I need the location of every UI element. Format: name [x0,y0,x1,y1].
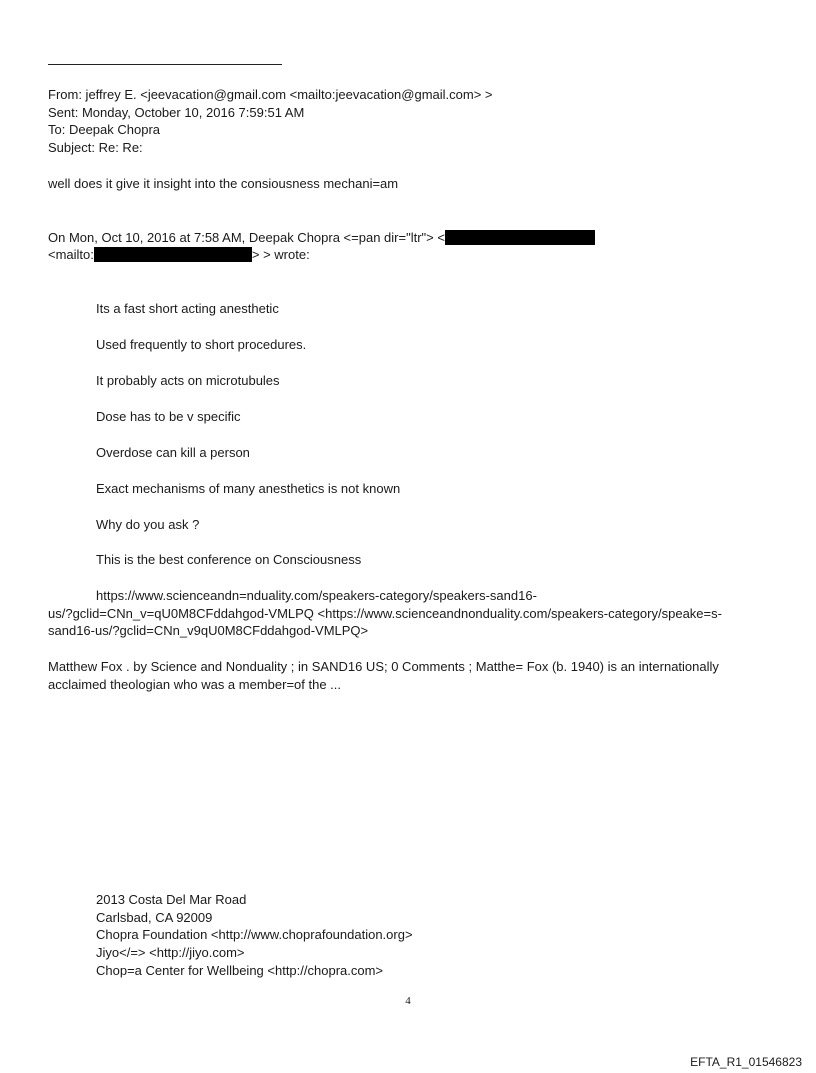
signature-address: 2013 Costa Del Mar Road [96,892,247,907]
signature-city: Carlsbad, CA 92009 [96,910,213,925]
quote-header-line-1 [48,229,595,246]
quoted-line: Its a fast short acting anesthetic [96,301,279,316]
to-line: To: Deepak Chopra [48,122,161,137]
quote-header-text: On Mon, Oct 10, 2016 at 7:58 AM, Deepak Chopra <=pan dir="ltr"> < [48,230,445,245]
quote-header-line-2 [48,246,310,263]
conference-link[interactable]: sand16-us/?gclid=CNn_v9qU0M8CFddahgod-VMLPQ> [48,623,369,638]
redaction-box [94,247,252,262]
conference-link[interactable]: us/?gclid=CNn_v=qU0M8CFddahgod-VMLPQ <https://www.scienceandnonduality.com/speakers-category/speake=s- [48,606,722,621]
signature-center-link[interactable]: Chop=a Center for Wellbeing <http://chopra.com> [96,963,384,978]
quoted-line: Overdose can kill a person [96,445,250,460]
subject-line: Subject: Re: Re: [48,140,143,155]
page-number: 4 [405,995,411,1007]
header-divider [48,64,282,65]
quoted-line: Used frequently to short procedures. [96,337,307,352]
quoted-line: This is the best conference on Consciousness [96,552,362,567]
reply-text: well does it give it insight into the consiousness mechani=am [48,176,399,191]
signature-jiyo-link[interactable]: Jiyo</=> <http://jiyo.com> [96,945,245,960]
sent-line: Sent: Monday, October 10, 2016 7:59:51 AM [48,105,305,120]
redaction-box [445,230,595,245]
conference-link[interactable]: https://www.scienceandn=nduality.com/speakers-category/speakers-sand16- [96,588,537,603]
snippet-text: acclaimed theologian who was a member=of the ... [48,677,342,692]
quoted-line: Dose has to be v specific [96,409,241,424]
from-line: From: jeffrey E. <jeevacation@gmail.com <mailto:jeevacation@gmail.com> > [48,87,493,102]
signature-foundation-link[interactable]: Chopra Foundation <http://www.choprafoundation.org> [96,927,413,942]
quoted-line: Exact mechanisms of many anesthetics is not known [96,481,401,496]
quoted-line: Why do you ask ? [96,517,200,532]
mailto-prefix: <mailto: [48,247,94,262]
quoted-line: It probably acts on microtubules [96,373,280,388]
snippet-text: Matthew Fox . by Science and Nonduality ; in SAND16 US; 0 Comments ; Matthe= Fox (b. 1940) is an internationally [48,659,719,674]
wrote-suffix: > > wrote: [251,247,310,262]
document-id: EFTA_R1_01546823 [690,1055,802,1069]
